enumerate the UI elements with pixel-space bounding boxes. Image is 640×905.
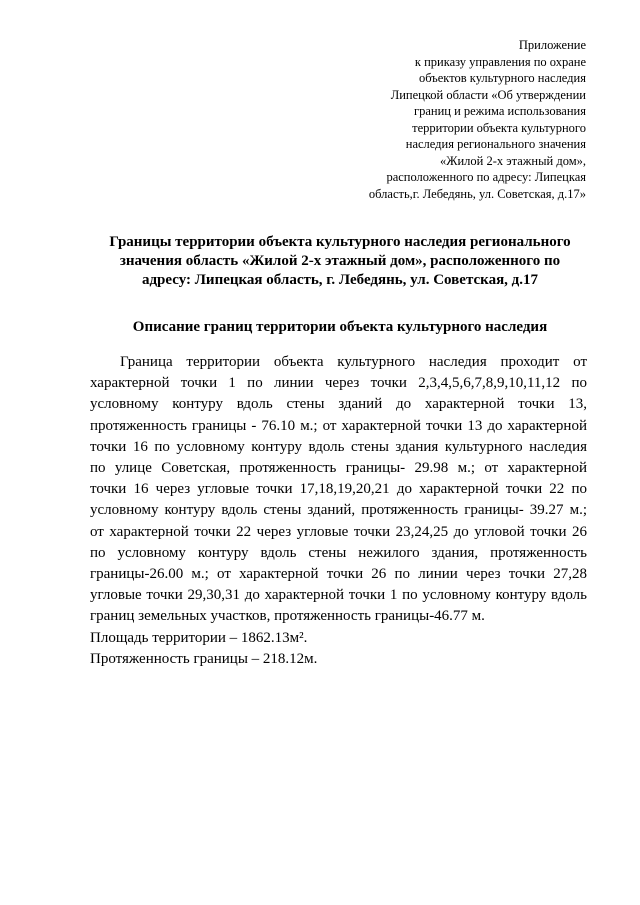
description-line: условному контуру вдоль стены зданий до характерной точки 13, (90, 396, 587, 413)
appendix-line: объектов культурного наследия (419, 71, 586, 85)
appendix-note (306, 37, 586, 202)
appendix-line: территории объекта культурного (412, 120, 586, 135)
document-title (88, 233, 592, 290)
summary-block (90, 628, 317, 670)
description-line: по условному контуру вдоль стены нежилого здания, протяженность (90, 544, 587, 561)
section-heading: Описание границ территории объекта культурного наследия (132, 319, 548, 335)
title-line: значения область «Жилой 2-х этажный дом», расположенного по (119, 253, 561, 269)
description-line: характерной точки 1 по линии через точки 2,3,4,5,6,7,8,9,10,11,12 по (90, 375, 587, 392)
appendix-line: область,г. Лебедянь, ул. Советская, д.17» (368, 186, 586, 201)
description-line: протяженность границы - 76.10 м.; от характерной точки 13 до характерной (90, 417, 587, 434)
appendix-line: границ и режима использования (413, 104, 586, 118)
appendix-line: Липецкой области «Об утверждении (390, 87, 586, 102)
description-line: Граница территории объекта культурного наследия проходит от (120, 354, 587, 370)
title-line: Границы территории объекта культурного наследия регионального (109, 234, 571, 250)
appendix-line: «Жилой 2-х этажный дом», (440, 153, 586, 168)
title-line: адресу: Липецкая область, г. Лебедянь, ул. Советская, д.17 (141, 272, 539, 288)
appendix-line: к приказу управления по охране (414, 54, 586, 69)
territory-area: Площадь территории – 1862.13м². (90, 630, 308, 646)
boundary-length: Протяженность границы – 218.12м. (90, 651, 318, 667)
description-line: границ земельных участков, протяженность границы-46.77 м. (90, 608, 485, 625)
description-line: угловые точки 29,30,31 до характерной точки 1 по условному контуру вдоль (90, 587, 587, 604)
boundary-description (90, 352, 587, 628)
description-line: точки 16 по условному контуру вдоль стены здания культурного наследия (90, 438, 587, 455)
description-line: условному контуру вдоль стены зданий, протяженность границы- 39.27 м.; (90, 502, 587, 519)
description-line: точки 16 через угловые точки 17,18,19,20,21 до характерной точки 22 по (90, 481, 587, 498)
appendix-line: Приложение (518, 38, 586, 52)
description-line: по улице Советская, протяженность границы- 29.98 м.; от характерной (90, 460, 587, 477)
description-line: границы-26.00 м.; от характерной точки 26 по линии через точки 27,28 (90, 566, 587, 583)
appendix-line: наследия регионального значения (405, 137, 586, 151)
appendix-line: расположенного по адресу: Липецкая (386, 170, 586, 184)
description-line: от характерной точки 22 через угловые точки 23,24,25 до угловой точки 26 (90, 523, 587, 540)
